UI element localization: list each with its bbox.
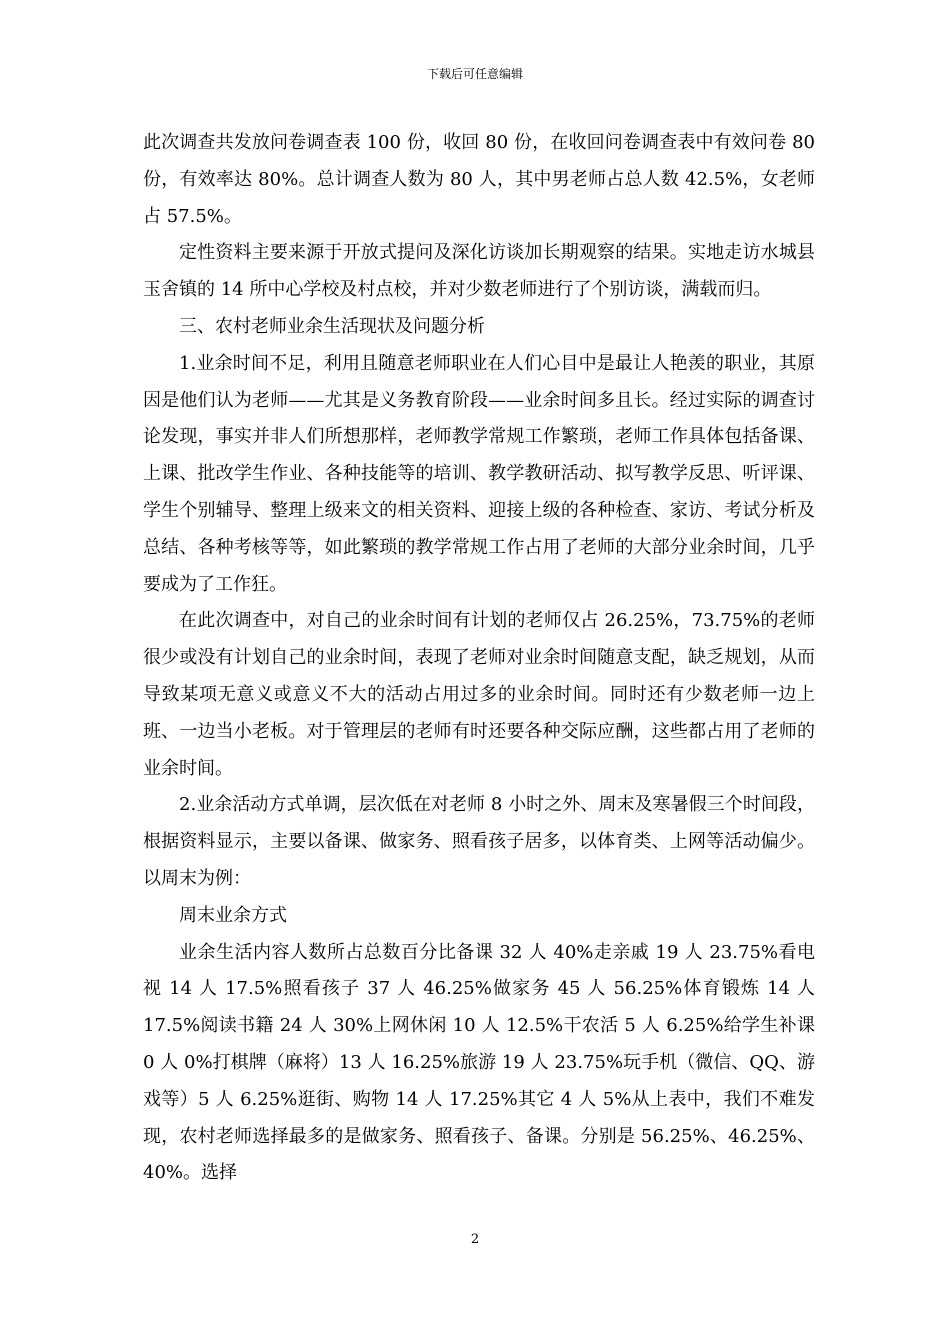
paragraph-time-planning: 在此次调查中，对自己的业余时间有计划的老师仅占 26.25%，73.75%的老师很少或没有计划自己的业余时间，表现了老师对业余时间随意支配，缺乏规划，从而导致某项无意义或意义不大的活动占用过多的业余时间。同时还有少数老师一边上班、一边当小老板。对于管理层的老师有时还要各种交际应酬，这些都占用了老师的业余时间。 bbox=[143, 610, 815, 779]
paragraph-weekend-activities: 业余生活内容人数所占总数百分比备课 32 人 40%走亲戚 19 人 23.75%看电视 14 人 17.5%照看孩子 37 人 46.25%做家务 45 人 56.25%体育锻炼 14 人 17.5%阅读书籍 24 人 30%上网休闲 10 人 12.5%干农活 5 人 6.25%给学生补课 0 人 0%打棋牌（麻将）13 人 16.25%旅游 19 人 23.75%玩手机（微信、QQ、游戏等）5 人 6.25%逛街、购物 14 人 17.25%其它 4 人 5%从上表中，我们不难发现，农村老师选择最多的是做家务、照看孩子、备课。分别是 56.25%、46.25%、40%。选择 bbox=[143, 941, 815, 1184]
paragraph-point-1: 1.业余时间不足，利用且随意老师职业在人们心目中是最让人艳羡的职业，其原因是他们认为老师——尤其是义务教育阶段——业余时间多且长。经过实际的调查讨论发现，事实并非人们所想那样，老师教学常规工作繁琐，老师工作具体包括备课、上课、批改学生作业、各种技能等的培训、教学教研活动、拟写教学反思、听评课、学生个别辅导、整理上级来文的相关资料、迎接上级的各种检查、家访、考试分析及总结、各种考核等等，如此繁琐的教学常规工作占用了老师的大部分业余时间，几乎要成为了工作狂。 bbox=[143, 352, 815, 595]
section-heading: 三、农村老师业余生活现状及问题分析 bbox=[179, 315, 485, 337]
page-header: 下载后可任意编辑 bbox=[426, 67, 523, 81]
document-body bbox=[143, 125, 815, 1192]
paragraph-survey-stats: 此次调查共发放问卷调查表 100 份，收回 80 份，在收回问卷调查表中有效问卷 80 份，有效率达 80%。总计调查人数为 80 人，其中男老师占总人数 42.5%，女老师占 57.5%。 bbox=[143, 132, 815, 227]
page-number: 2 bbox=[470, 1232, 480, 1247]
table-caption: 周末业余方式 bbox=[179, 904, 287, 926]
paragraph-qualitative-data: 定性资料主要来源于开放式提问及深化访谈加长期观察的结果。实地走访水城县玉舍镇的 14 所中心学校及村点校，并对少数老师进行了个别访谈，满载而归。 bbox=[143, 242, 815, 301]
paragraph-point-2: 2.业余活动方式单调，层次低在对老师 8 小时之外、周末及寒暑假三个时间段，根据资料显示，主要以备课、做家务、照看孩子居多，以体育类、上网等活动偏少。以周末为例： bbox=[143, 794, 815, 889]
